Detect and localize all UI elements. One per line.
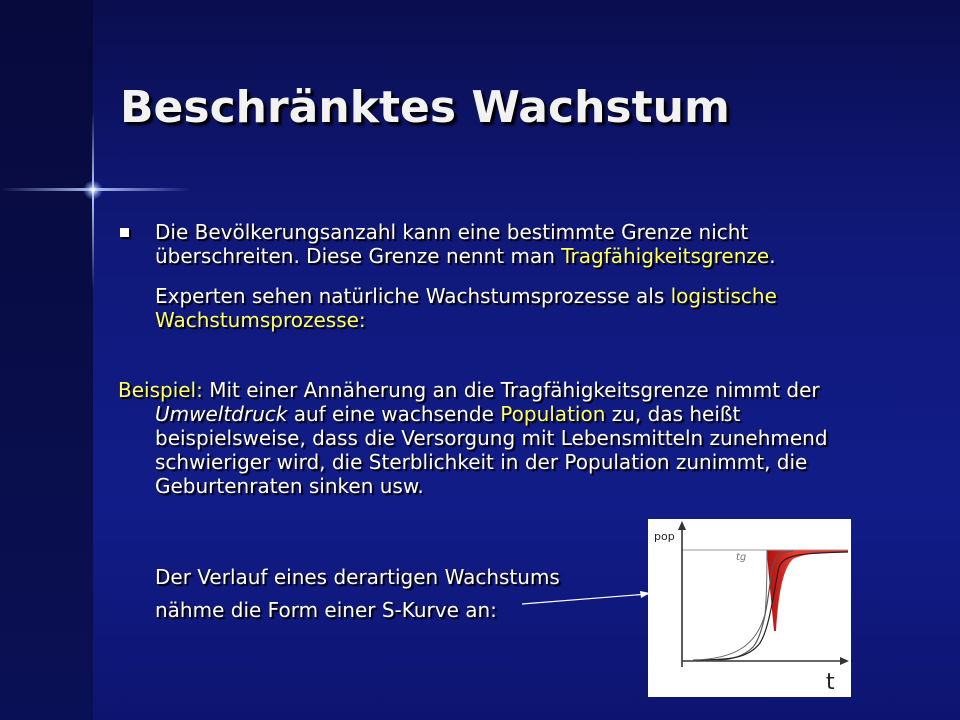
conclusion-line-1: Der Verlauf eines derartigen Wachstums [155,565,560,589]
example-italic: Umweltdruck [155,402,288,426]
example-continuation [118,402,878,498]
bullet1-text: Die Bevölkerungsanzahl kann eine bestimmte Grenze nicht überschreiten. Diese Grenze nennt man [155,220,749,268]
example-label: Beispiel: [118,378,203,402]
graph-limit-label: tg [736,552,747,563]
example-text-2: auf eine wachsende [287,402,501,426]
example-paragraph [118,378,878,498]
graph-x-label: t [826,670,835,695]
graph-red-area [767,550,848,631]
conclusion-line-2: nähme die Form einer S-Kurve an: [155,598,497,622]
arrow-to-graph [520,588,660,612]
bullet1-cont-text: Experten sehen natürliche Wachstumsprozesse als [155,284,671,308]
bullet-marker [120,228,129,237]
left-background-band [0,0,93,720]
light-flare-center [83,180,103,200]
bullet1-end: . [769,244,776,268]
s-curve-graph [648,519,851,697]
highlight-population: Population [500,402,606,426]
example-text-3: zu, das heißt beispielsweise, dass die Versorgung mit Lebensmitteln zunehmend schwieriger wird, die Sterblichkeit in der Population zunimmt, die Geburtenraten sinken usw. [155,402,828,498]
graph-y-label: pop [654,530,675,543]
bullet-paragraph-2 [155,284,855,332]
highlight-tragfaehigkeitsgrenze: Tragfähigkeitsgrenze [561,244,770,268]
bullet-paragraph-1 [155,220,855,268]
light-flare-vertical [92,110,94,290]
example-text-1: Mit einer Annäherung an die Tragfähigkeitsgrenze nimmt der [202,378,820,402]
highlight-logistische: logistische Wachstumsprozesse: [155,284,777,332]
slide-title: Beschränktes Wachstum [120,82,730,133]
